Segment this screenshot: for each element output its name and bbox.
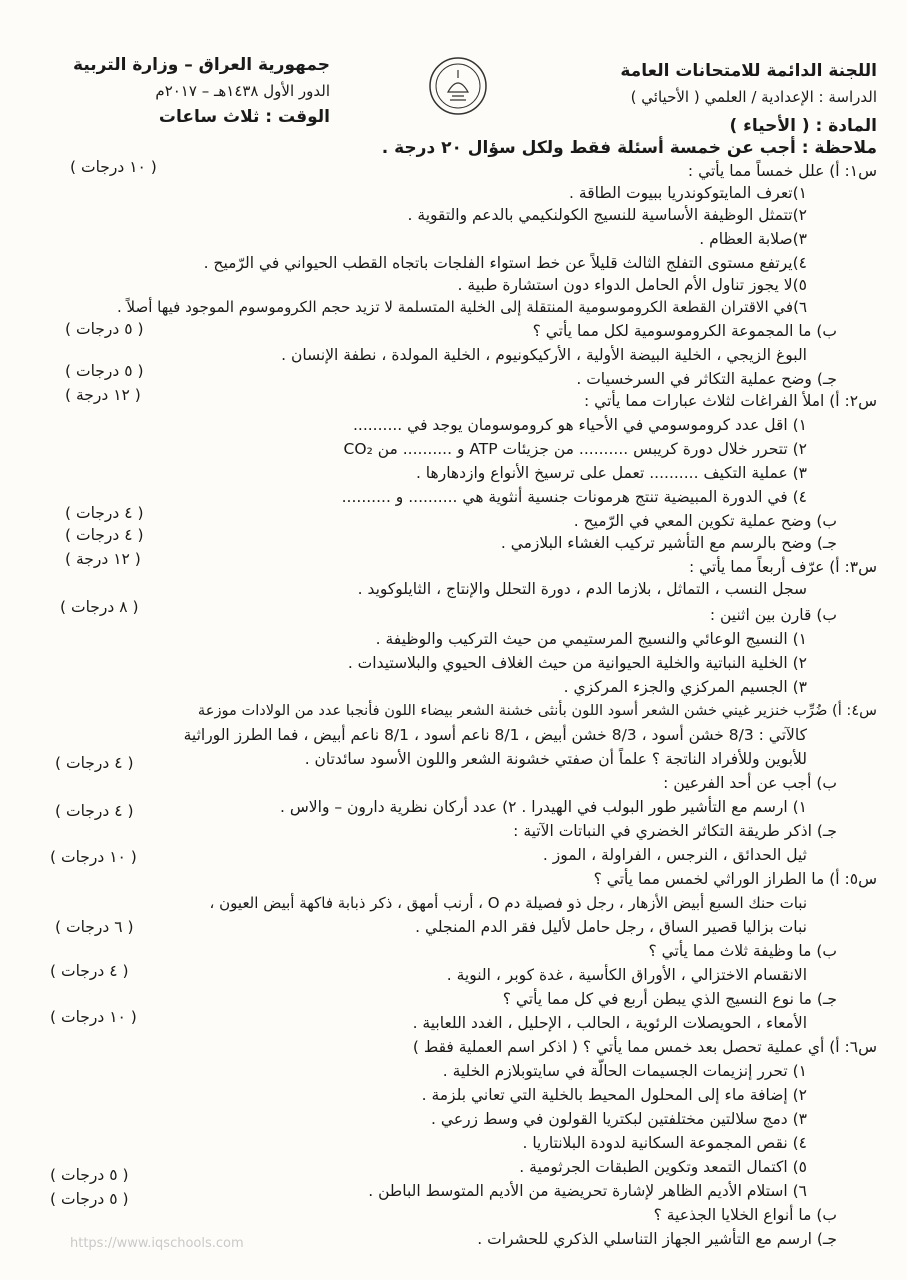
- question-line: ٣) دمج سلالتين مختلفتين لبكتريا القولون في وسط زرعي .: [431, 1110, 807, 1128]
- exam-duration: الوقت : ثلاث ساعات: [158, 107, 330, 127]
- question-line: ٦) استلام الأديم الظاهر لإشارة تحريضية من الأديم المتوسط الباطن .: [368, 1182, 807, 1200]
- question-line: نبات حنك السبع أبيض الأزهار ، رجل ذو فصيلة دم O ، أرنب أمهق ، ذكر ذبابة فاكهة أبيض العيون ،: [209, 894, 807, 912]
- question-line: نبات بزاليا قصير الساق ، رجل حامل لأليل فقر الدم المنجلي .: [415, 918, 807, 936]
- grade-mark: ( ٤ درجات ): [55, 802, 134, 820]
- question-line: جـ) ارسم مع التأشير الجهاز التناسلي الذكري للحشرات .: [477, 1230, 837, 1248]
- grade-mark: ( ٨ درجات ): [60, 598, 139, 616]
- question-line: ٥)لا يجوز تناول الأم الحامل الدواء دون استشارة طبية .: [457, 276, 807, 294]
- question-line: ١) تحرر إنزيمات الجسيمات الحالّة في سايتوبلازم الخلية .: [442, 1062, 807, 1080]
- question-line: س١: أ) علل خمساً مما يأتي :: [687, 162, 877, 180]
- question-line: ب) وضح عملية تكوين المعي في الرّميح .: [573, 512, 837, 530]
- question-line: ٢) تتحرر خلال دورة كريبس .......... من جزيئات ATP و .......... من CO₂: [343, 440, 807, 458]
- question-line: ب) أجب عن أحد الفرعين :: [663, 774, 837, 792]
- ministry-seal-icon: [428, 56, 488, 116]
- question-line: ٤) نقص المجموعة السكانية لدودة البلانتاريا .: [522, 1134, 807, 1152]
- question-line: ٤)يرتفع مستوى التفلج الثالث قليلاً عن خط استواء الفلجات باتجاه القطب الحيواني في الرّميح .: [203, 254, 807, 272]
- grade-mark: ( ٤ درجات ): [55, 754, 134, 772]
- study-branch: الدراسة : الإعدادية / العلمي ( الأحيائي ): [630, 88, 877, 106]
- grade-mark: ( ١٠ درجات ): [70, 158, 157, 176]
- question-line: ١) النسيج الوعائي والنسيج المرستيمي من حيث التركيب والوظيفة .: [375, 630, 807, 648]
- question-line: جـ) وضح بالرسم مع التأشير تركيب الغشاء البلازمي .: [500, 534, 837, 552]
- grade-mark: ( ٥ درجات ): [65, 362, 144, 380]
- question-line: كالآتي : 8/3 خشن أسود ، 8/3 خشن أبيض ، 8/1 ناعم أسود ، 8/1 ناعم أبيض ، فما الطرز الوراثية: [183, 726, 807, 744]
- header-left: [50, 52, 330, 130]
- question-line: سجل النسب ، التماثل ، بلازما الدم ، دورة التحلل والإنتاج ، الثايلوكويد .: [357, 580, 807, 598]
- question-line: جـ) وضح عملية التكاثر في السرخسيات .: [576, 370, 837, 388]
- question-line: ب) قارن بين اثنين :: [709, 606, 837, 624]
- exam-subject: المادة : ( الأحياء ): [729, 116, 877, 136]
- question-line: ٦)في الاقتران القطعة الكروموسومية المنتقلة إلى الخلية المتسلمة لا تزيد حجم الكروموسوم الموجود فيها أصلاً .: [117, 298, 807, 316]
- question-line: جـ) ما نوع النسيج الذي يبطن أربع في كل مما يأتي ؟: [502, 990, 837, 1008]
- question-line: ب) ما المجموعة الكروموسومية لكل مما يأتي ؟: [532, 322, 837, 340]
- grade-mark: ( ٥ درجات ): [65, 320, 144, 338]
- exam-note: ملاحظة : أجب عن خمسة أسئلة فقط ولكل سؤال ٢٠ درجة .: [381, 138, 877, 158]
- question-line: ب) ما أنواع الخلايا الجذعية ؟: [653, 1206, 837, 1224]
- grade-mark: ( ٤ درجات ): [65, 504, 144, 522]
- question-line: ٢)تتمثل الوظيفة الأساسية للنسيج الكولنكيمي بالدعم والتقوية .: [407, 206, 807, 224]
- committee-name: اللجنة الدائمة للامتحانات العامة: [620, 61, 877, 81]
- grade-mark: ( ٤ درجات ): [65, 526, 144, 544]
- question-line: البوغ الزيجي ، الخلية البيضة الأولية ، الأركيكونيوم ، الخلية المولدة ، نطفة الإنسان .: [281, 346, 807, 364]
- question-line: ١)تعرف المايتوكوندريا ببيوت الطاقة .: [569, 184, 807, 202]
- question-line: للأبوين وللأفراد الناتجة ؟ علماً أن صفتي خشونة الشعر واللون الأسود سائدتان .: [304, 750, 807, 768]
- question-line: ١) ارسم مع التأشير طور البولب في الهيدرا . ٢) عدد أركان نظرية دارون – والاس .: [280, 798, 807, 816]
- question-line: جـ) اذكر طريقة التكاثر الخضري في النباتات الآتية :: [513, 822, 837, 840]
- exam-session: الدور الأول ١٤٣٨هـ – ٢٠١٧م: [155, 82, 330, 100]
- question-line: ٣) عملية التكيف .......... تعمل على ترسيخ الأنواع وازدهارها .: [415, 464, 807, 482]
- country-ministry: جمهورية العراق – وزارة التربية: [73, 55, 330, 75]
- watermark: https://www.iqschools.com: [70, 1236, 244, 1251]
- question-line: س٦: أ) أي عملية تحصل بعد خمس مما يأتي ؟ ( اذكر اسم العملية فقط ): [412, 1038, 877, 1056]
- grade-mark: ( ٥ درجات ): [50, 1190, 129, 1208]
- question-line: ٤) في الدورة المبيضية تنتج هرمونات جنسية أنثوية هي .......... و ..........: [341, 488, 807, 506]
- question-line: الأمعاء ، الحويصلات الرئوية ، الحالب ، الإحليل ، الغدد اللعابية .: [412, 1014, 807, 1032]
- question-line: ثيل الحدائق ، النرجس ، الفراولة ، الموز .: [542, 846, 807, 864]
- question-line: س٣: أ) عرّف أربعاً مما يأتي :: [688, 558, 877, 576]
- grade-mark: ( ١٢ درجة ): [65, 386, 141, 404]
- question-line: ٣)صلابة العظام .: [699, 230, 807, 248]
- grade-mark: ( ٥ درجات ): [50, 1166, 129, 1184]
- question-line: س٤: أ) ضُرِّب خنزير غيني خشن الشعر أسود اللون بأنثى خشنة الشعر بيضاء اللون فأنجبا عدد من الولادات موزعة: [197, 702, 877, 719]
- header-right: [577, 58, 877, 110]
- question-line: ٥) اكتمال التمعد وتكوين الطبقات الجرثومية .: [519, 1158, 807, 1176]
- grade-mark: ( ١٢ درجة ): [65, 550, 141, 568]
- question-line: الانقسام الاختزالي ، الأوراق الكأسية ، غدة كوبر ، النوية .: [446, 966, 807, 984]
- question-line: ب) ما وظيفة ثلاث مما يأتي ؟: [648, 942, 837, 960]
- question-line: ٣) الجسيم المركزي والجزء المركزي .: [563, 678, 807, 696]
- grade-mark: ( ٤ درجات ): [50, 962, 129, 980]
- grade-mark: ( ١٠ درجات ): [50, 1008, 137, 1026]
- question-line: ١) اقل عدد كروموسومي في الأحياء هو كروموسومان يوجد في ..........: [352, 416, 807, 434]
- grade-mark: ( ٦ درجات ): [55, 918, 134, 936]
- grade-mark: ( ١٠ درجات ): [50, 848, 137, 866]
- question-line: س٥: أ) ما الطراز الوراثي لخمس مما يأتي ؟: [593, 870, 877, 888]
- question-line: ٢) الخلية النباتية والخلية الحيوانية من حيث الغلاف الحيوي والبلاستيدات .: [347, 654, 807, 672]
- question-line: س٢: أ) املأ الفراغات لثلاث عبارات مما يأتي :: [584, 392, 877, 410]
- question-line: ٢) إضافة ماء إلى المحلول المحيط بالخلية التي تعاني بلزمة .: [421, 1086, 807, 1104]
